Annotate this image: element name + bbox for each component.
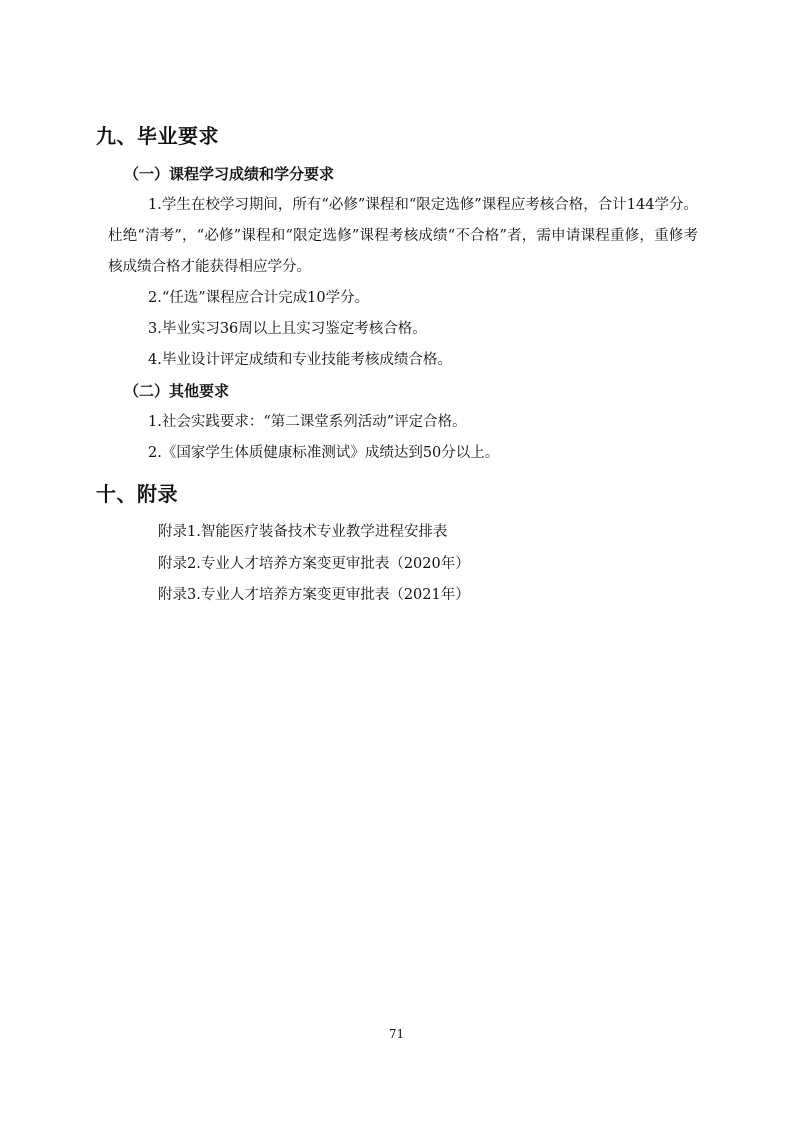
requirement-paragraph-3: 3.毕业实习36周以上且实习鉴定考核合格。	[148, 321, 427, 337]
other-requirement-1: 1.社会实践要求：“第二课堂系列活动”评定合格。	[148, 414, 467, 430]
requirement-text-1: 1.学生在校学习期间，所有“必修”课程和“限定选修”课程应考核合格，合计144学分。杜绝“清考”，“必修”课程和“限定选修”课程考核成绩“不合格”者，需申请课程重修，重修考核成绩合格才能获得相应学分。	[108, 197, 698, 275]
page-number: 71	[388, 1027, 405, 1041]
subsection-heading-other-requirements: （二）其他要求	[124, 382, 230, 400]
appendix-item-3: 附录3.专业人才培养方案变更审批表（2021年）	[158, 587, 470, 603]
subsection-heading-course-credits: （一）课程学习成绩和学分要求	[124, 165, 335, 183]
section-heading-appendix: 十、附录	[96, 482, 178, 506]
appendix-item-2: 附录2.专业人才培养方案变更审批表（2020年）	[158, 556, 470, 572]
requirement-paragraph-4: 4.毕业设计评定成绩和专业技能考核成绩合格。	[148, 352, 452, 368]
requirement-paragraph-2: 2.“任选”课程应合计完成10学分。	[148, 290, 370, 306]
appendix-item-1: 附录1.智能医疗装备技术专业教学进程安排表	[158, 524, 448, 540]
other-requirement-2: 2.《国家学生体质健康标准测试》成绩达到50分以上。	[148, 445, 500, 461]
section-heading-graduation-requirements: 九、毕业要求	[96, 124, 219, 148]
requirement-paragraph-1	[108, 190, 698, 283]
